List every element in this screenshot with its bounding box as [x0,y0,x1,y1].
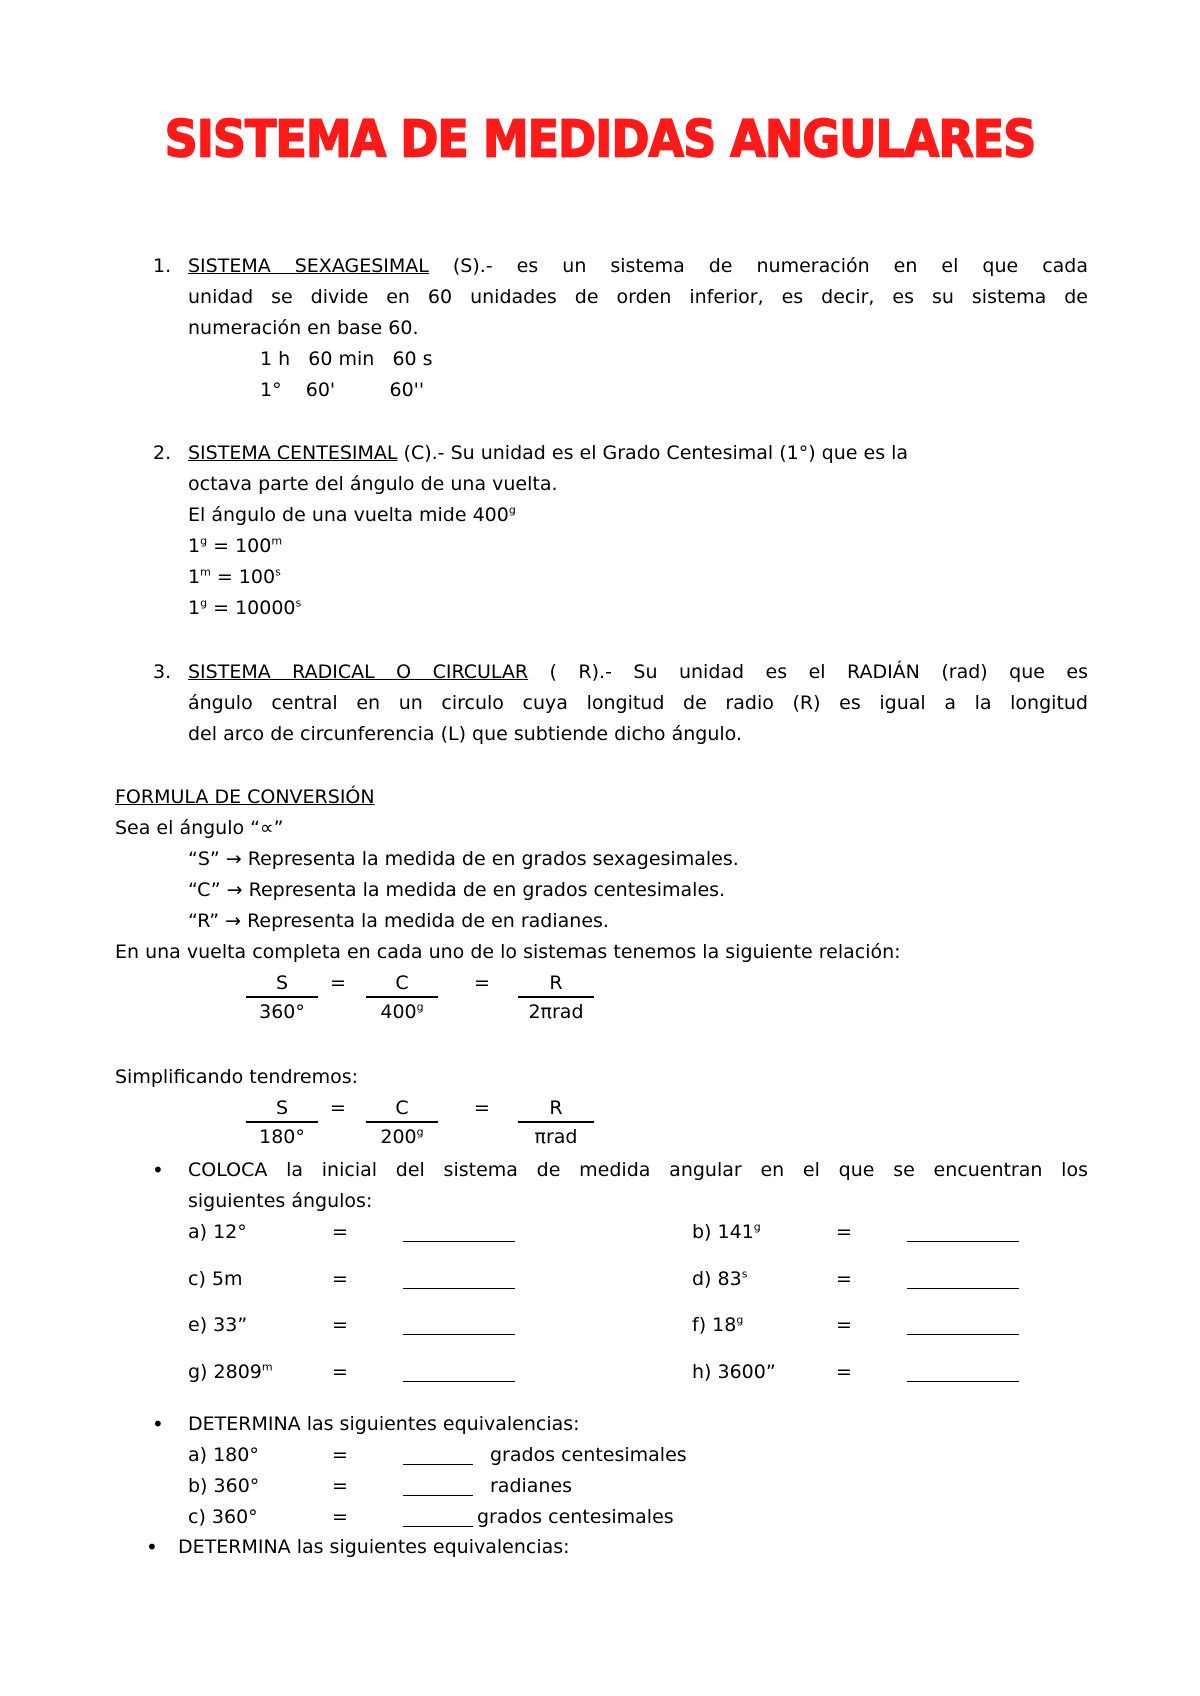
equals-sign: = [836,1268,852,1290]
equals-sign: = [332,1268,348,1290]
fraction-denominator [366,1123,438,1147]
item-label-text: d) 83 [692,1268,742,1290]
exercise-2-item-label: a) 180° [188,1444,259,1466]
exercise-2-item-unit: radianes [490,1475,573,1497]
fraction-denominator: πrad [534,1126,578,1148]
eq-text: 1 [188,535,201,557]
answer-blank-line[interactable] [907,1334,1019,1335]
exercise-1-item-label [188,1270,243,1289]
eq-text: 1 [188,566,201,588]
exercise-2-heading: DETERMINA las siguientes equivalencias: [188,1413,580,1435]
answer-blank-line[interactable] [907,1241,1019,1242]
bullet-icon: • [152,1158,164,1182]
section-1-example-2: 1° 60' 60'' [260,379,425,401]
answer-blank-line[interactable] [403,1526,473,1527]
equals-sign: = [474,972,490,994]
section-2-line-3 [188,503,516,526]
fraction-s-180 [246,1099,318,1147]
formula-relation-line: En una vuelta completa en cada uno de lo sistemas tenemos la siguiente relación: [115,941,901,963]
section-2-equation-2 [188,565,281,588]
fraction-c-200 [366,1099,438,1147]
item-label-text: h) 3600” [692,1361,776,1383]
section-1-line-1 [188,257,1088,276]
fraction-numerator: S [246,1099,318,1123]
section-2-tail: (C).- Su unidad es el Grado Centesimal (1°) que es la [397,442,909,464]
exercise-2-item-label: c) 360° [188,1506,258,1528]
eq-sup: g [200,534,208,548]
fraction-denominator [366,998,438,1022]
item-label-text: e) 33” [188,1314,248,1336]
section-3-tail: ( R).- Su unidad es el RADIÁN (rad) que es [528,661,1088,683]
section-3-name: SISTEMA RADICAL O CIRCULAR [188,661,529,683]
section-2-line-1 [188,444,908,463]
section-2-number: 2. [153,442,172,464]
item-label-text: c) 5m [188,1268,243,1290]
exercise-1-item-label [692,1267,748,1290]
grade-superscript: g [416,1125,424,1139]
formula-r-line: “R” → Representa la medida de en radianes. [188,910,609,932]
grade-superscript: g [416,1000,424,1014]
eq-sup: s [295,596,302,610]
item-label-superscript: g [753,1220,761,1234]
eq-text: 1 [188,597,201,619]
exercise-1-line-1: COLOCA la inicial del sistema de medida angular en el que se encuentran los [188,1159,1088,1181]
section-2-line-3-text: El ángulo de una vuelta mide 400 [188,504,509,526]
exercise-1-item-label [692,1363,776,1382]
section-1-line-3: numeración en base 60. [188,317,419,339]
section-1-number: 1. [153,255,172,277]
item-label-superscript: m [261,1360,273,1374]
fraction-r-pirad [518,1099,594,1147]
equals-sign: = [332,1314,348,1336]
formula-s-line: “S” → Representa la medida de en grados sexagesimales. [188,848,739,870]
exercise-2-item-label: b) 360° [188,1475,260,1497]
exercise-2-item-unit: grados centesimales [477,1506,674,1528]
eq-sup: m [271,534,283,548]
fraction-denominator: 360° [259,1001,305,1023]
page-title: SISTEMA DE MEDIDAS ANGULARES [164,109,1036,169]
eq-text: = 10000 [207,597,296,619]
exercise-1-item-label [188,1360,273,1383]
item-label-text: f) 18 [692,1314,737,1336]
fraction-s-360 [246,974,318,1022]
equals-sign: = [332,1475,348,1497]
fraction-r-2pirad [518,974,594,1022]
section-2-name: SISTEMA CENTESIMAL [188,442,398,464]
grade-superscript: g [508,503,516,517]
fraction-c-400 [366,974,438,1022]
exercise-1-item-label [692,1313,744,1336]
eq-sup: m [200,565,211,579]
section-1-line-2: unidad se divide en 60 unidades de orden inferior, es decir, es su sistema de [188,286,1088,308]
bullet-icon: • [146,1535,158,1559]
section-3-line-3: del arco de circunferencia (L) que subtiende dicho ángulo. [188,723,742,745]
section-1-tail: (S).- es un sistema de numeración en el que cada [428,255,1088,277]
exercise-1-item-label [188,1316,247,1335]
section-3-line-2: ángulo central en un circulo cuya longitud de radio (R) es igual a la longitud [188,692,1088,714]
section-3-number: 3. [153,661,172,683]
equals-sign: = [330,972,346,994]
exercise-1-line-2: siguientes ángulos: [188,1190,373,1212]
fraction-denominator: 180° [259,1126,305,1148]
fraction-denominator-text: 200 [380,1126,417,1148]
section-2-equation-1 [188,534,283,557]
answer-blank-line[interactable] [403,1464,473,1465]
section-3-line-1 [188,663,1088,682]
item-label-text: a) 12° [188,1221,247,1243]
answer-blank-line[interactable] [907,1288,1019,1289]
equals-sign: = [332,1221,348,1243]
fraction-numerator: C [366,974,438,998]
answer-blank-line[interactable] [403,1334,515,1335]
fraction-denominator: 2πrad [528,1001,584,1023]
exercise-1-item-label [692,1220,761,1243]
fraction-numerator: C [366,1099,438,1123]
item-label-superscript: g [736,1313,744,1327]
formula-c-line: “C” → Representa la medida de en grados centesimales. [188,879,726,901]
answer-blank-line[interactable] [403,1381,515,1382]
eq-sup: g [200,596,208,610]
eq-text: = 100 [207,535,272,557]
exercise-2-item-unit: grados centesimales [490,1444,687,1466]
equals-sign: = [332,1361,348,1383]
exercise-3-heading: DETERMINA las siguientes equivalencias: [178,1536,570,1558]
equals-sign: = [332,1506,348,1528]
equals-sign: = [836,1314,852,1336]
fraction-numerator: R [518,1099,594,1123]
equals-sign: = [836,1361,852,1383]
formula-angle-line: Sea el ángulo “∝” [115,817,284,839]
section-2-line-2: octava parte del ángulo de una vuelta. [188,473,558,495]
formula-heading: FORMULA DE CONVERSIÓN [115,786,375,808]
simplify-line: Simplificando tendremos: [115,1066,359,1088]
answer-blank-line[interactable] [907,1381,1019,1382]
fraction-numerator: S [246,974,318,998]
equals-sign: = [836,1221,852,1243]
bullet-icon: • [152,1412,164,1436]
equals-sign: = [332,1444,348,1466]
section-1-example-1: 1 h 60 min 60 s [260,348,433,370]
exercise-1-item-label [188,1223,247,1242]
answer-blank-line[interactable] [403,1241,515,1242]
item-label-superscript: s [741,1267,748,1281]
fraction-denominator-text: 400 [380,1001,417,1023]
eq-sup: s [275,565,281,579]
item-label-text: g) 2809 [188,1361,262,1383]
section-1-name: SISTEMA SEXAGESIMAL [188,255,429,277]
eq-text: = 100 [210,566,276,588]
fraction-numerator: R [518,974,594,998]
equals-sign: = [474,1097,490,1119]
section-2-equation-3 [188,596,302,619]
item-label-text: b) 141 [692,1221,754,1243]
answer-blank-line[interactable] [403,1288,515,1289]
equals-sign: = [330,1097,346,1119]
answer-blank-line[interactable] [403,1495,473,1496]
